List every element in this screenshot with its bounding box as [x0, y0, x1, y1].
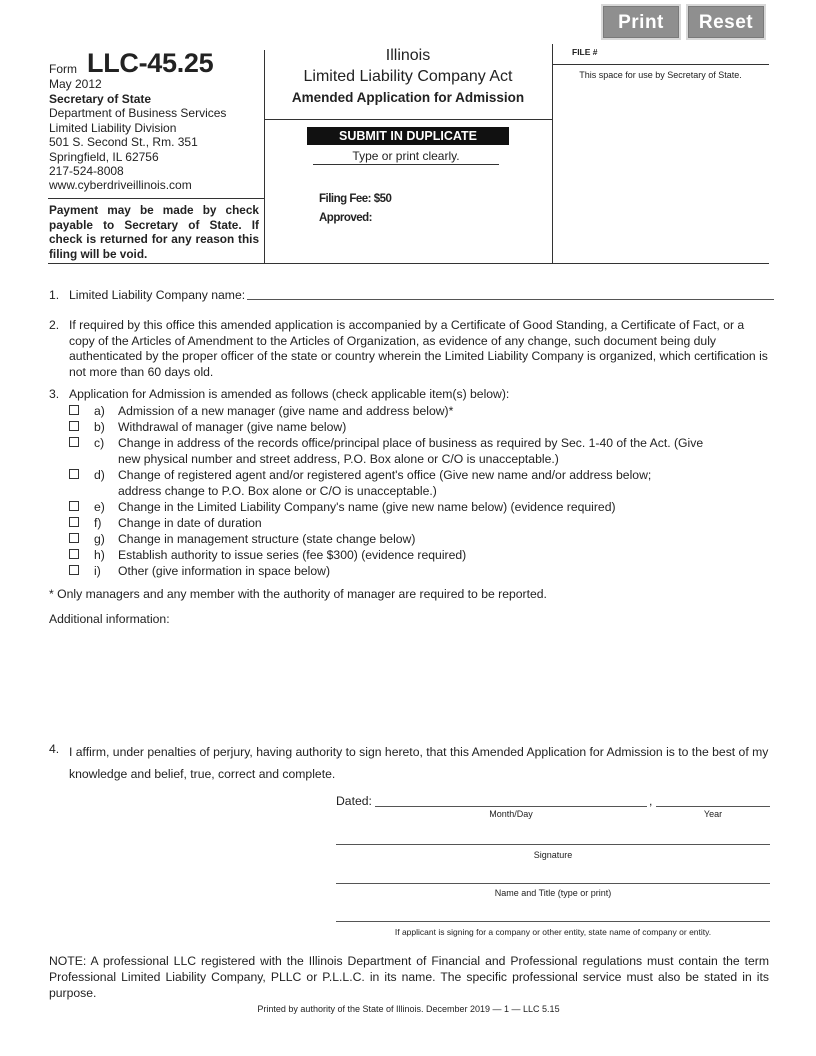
form-date: May 2012	[49, 77, 102, 91]
affirmation-text: I affirm, under penalties of perjury, having authority to sign hereto, that this Amended Application for Admission is to the best of my knowledge and belief, true, correct and complete.	[69, 745, 769, 781]
file-rule	[552, 64, 769, 65]
date-comma: ,	[649, 794, 653, 808]
option-g-text: Change in management structure (state change below)	[118, 532, 416, 546]
title-form: Amended Application for Admission	[291, 90, 525, 105]
type-print-note: Type or print clearly.	[313, 149, 499, 165]
dated-label: Dated:	[336, 794, 372, 808]
llc-name-field[interactable]	[247, 299, 774, 300]
checkbox-h[interactable]	[69, 549, 79, 559]
form-number: LLC-45.25	[87, 48, 214, 78]
company-name-field[interactable]	[336, 921, 770, 922]
option-c-letter: c)	[94, 436, 105, 450]
option-c-text: Change in address of the records office/principal place of business as required by Sec. 1-40 of the Act. (Give	[118, 436, 704, 450]
checkbox-b[interactable]	[69, 421, 79, 431]
option-i-text: Other (give information in space below)	[118, 564, 331, 578]
option-b-text: Withdrawal of manager (give name below)	[118, 420, 347, 434]
reset-button[interactable]: Reset	[686, 4, 766, 40]
title-state: Illinois	[385, 47, 431, 64]
signature-caption: Signature	[533, 850, 573, 860]
year-caption: Year	[703, 809, 723, 819]
option-d-letter: d)	[94, 468, 105, 482]
item-2-number: 2.	[49, 318, 60, 332]
header-bottom-rule	[48, 263, 769, 264]
option-d-text-cont: address change to P.O. Box alone or C/O is unacceptable.)	[118, 484, 437, 498]
checkbox-a[interactable]	[69, 405, 79, 415]
print-button[interactable]: Print	[601, 4, 681, 40]
item-2-text: If required by this office this amended application is accompanied by a Certificate of Good Standing, a Certificate of Fact, or a copy of the Articles of Amendment to the Articles of Organization, as evidence of any change, such document being duly authenticated by the proper officer of the state or country wherein the Limited Liability Company is organized, which certification is not more than 60 days old.	[69, 318, 768, 379]
year-field[interactable]	[656, 806, 770, 807]
item-3-text: Application for Admission is amended as follows (check applicable item(s) below):	[69, 387, 510, 401]
office-website: www.cyberdriveillinois.com	[49, 178, 192, 192]
office-division: Limited Liability Division	[49, 121, 177, 135]
company-note: If applicant is signing for a company or other entity, state name of company or entity.	[394, 927, 712, 937]
file-number-label: FILE #	[572, 47, 598, 57]
option-h-letter: h)	[94, 548, 105, 562]
checkbox-i[interactable]	[69, 565, 79, 575]
item-3-number: 3.	[49, 387, 60, 401]
office-street: 501 S. Second St., Rm. 351	[49, 135, 198, 149]
option-e-text: Change in the Limited Liability Company's name (give new name below) (evidence required)	[118, 500, 616, 514]
approved-label: Approved:	[319, 212, 372, 224]
option-g-letter: g)	[94, 532, 105, 546]
form-prefix: Form	[49, 62, 77, 76]
payment-note: Payment may be made by check payable to Secretary of State. If check is returned for any reason this filing will be void.	[49, 203, 259, 261]
office-name: Secretary of State	[49, 92, 152, 106]
checkbox-e[interactable]	[69, 501, 79, 511]
option-a-text: Admission of a new manager (give name and address below)*	[118, 404, 454, 418]
checkbox-c[interactable]	[69, 437, 79, 447]
option-b-letter: b)	[94, 420, 105, 434]
option-c-text-cont: new physical number and street address, P.O. Box alone or C/O is unacceptable.)	[118, 452, 559, 466]
printed-by-footer: Printed by authority of the State of Illinois. December 2019 — 1 — LLC 5.15	[257, 1004, 560, 1014]
name-title-field[interactable]	[336, 883, 770, 884]
checkbox-f[interactable]	[69, 517, 79, 527]
checkbox-g[interactable]	[69, 533, 79, 543]
additional-info-label: Additional information:	[49, 612, 170, 626]
option-a-letter: a)	[94, 404, 105, 418]
professional-llc-note: NOTE: A professional LLC registered with the Illinois Department of Financial and Professional regulations must contain the term Professional Limited Liability Company, PLLC or P.L.L.C. in its name. The specific professional service must also be stated in its purpose.	[49, 954, 769, 1000]
checkbox-d[interactable]	[69, 469, 79, 479]
divider	[48, 198, 264, 199]
option-i-letter: i)	[94, 564, 101, 578]
month-day-caption: Month/Day	[489, 809, 533, 819]
option-d-text: Change of registered agent and/or registered agent's office (Give new name and/or address below;	[118, 468, 652, 482]
option-h-text: Establish authority to issue series (fee $300) (evidence required)	[118, 548, 467, 562]
signature-field[interactable]	[336, 844, 770, 845]
item-4-number: 4.	[49, 742, 60, 756]
filing-fee: Filing Fee: $50	[319, 193, 392, 205]
item-1-number: 1.	[49, 288, 60, 302]
item-1-label: Limited Liability Company name:	[69, 288, 246, 302]
office-department: Department of Business Services	[49, 106, 227, 120]
month-day-field[interactable]	[375, 806, 647, 807]
option-e-letter: e)	[94, 500, 105, 514]
option-f-text: Change in date of duration	[118, 516, 262, 530]
manager-footnote: * Only managers and any member with the authority of manager are required to be reported.	[49, 587, 547, 601]
option-f-letter: f)	[94, 516, 102, 530]
office-city: Springfield, IL 62756	[49, 150, 159, 164]
title-act: Limited Liability Company Act	[303, 68, 513, 85]
sos-note: This space for use by Secretary of State.	[579, 70, 742, 80]
office-phone: 217-524-8008	[49, 164, 124, 178]
title-divider	[264, 119, 552, 120]
name-title-caption: Name and Title (type or print)	[494, 888, 612, 898]
submit-banner: SUBMIT IN DUPLICATE	[307, 127, 509, 145]
additional-info-field[interactable]	[49, 630, 769, 730]
